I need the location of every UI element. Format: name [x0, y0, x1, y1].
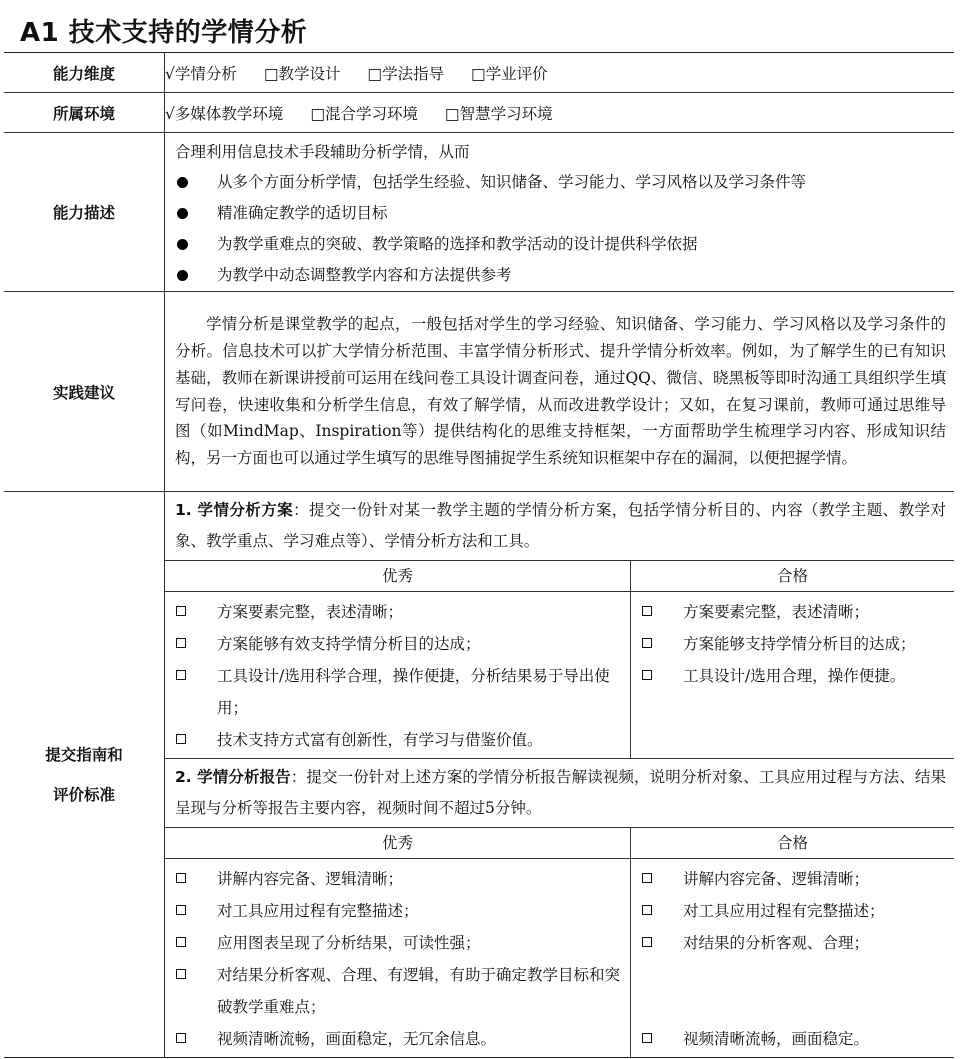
environment-option: √多媒体教学环境	[165, 104, 284, 123]
practice-label: 实践建议	[4, 292, 165, 492]
list-item	[631, 895, 954, 927]
pass-header: 合格	[631, 828, 955, 859]
list-item	[175, 198, 954, 229]
submission-label-line1: 提交指南和	[45, 745, 123, 764]
criterion-text: 工具设计/选用科学合理，操作便捷，分析结果易于导出使用；	[217, 667, 610, 717]
practice-cell	[165, 292, 955, 492]
checkbox-icon	[176, 905, 186, 915]
list-item	[165, 895, 630, 927]
criterion-text: 视频清晰流畅，画面稳定。	[683, 1030, 870, 1048]
environment-label: 所属环境	[4, 93, 165, 133]
bullet-icon	[177, 177, 188, 188]
criterion-text: 讲解内容完备、逻辑清晰；	[217, 870, 404, 888]
description-intro: 合理利用信息技术手段辅助分析学情，从而	[175, 143, 470, 161]
list-item	[175, 260, 954, 291]
bullet-icon	[177, 270, 188, 281]
bullet-text: 为教学重难点的突破、教学策略的选择和教学活动的设计提供科学依据	[217, 235, 698, 253]
criterion-text: 方案能够支持学情分析目的达成；	[683, 635, 916, 653]
bullet-text: 从多个方面分析学情，包括学生经验、知识储备、学习能力、学习风格以及学习条件等	[217, 173, 807, 191]
checkbox-icon	[642, 1033, 652, 1043]
bullet-icon	[177, 208, 188, 219]
criterion-text: 方案要素完整，表述清晰；	[683, 603, 870, 621]
section-2-title: 2. 学情分析报告	[175, 768, 291, 786]
practice-row	[4, 292, 954, 492]
criterion-text: 方案能够有效支持学情分析目的达成；	[217, 635, 481, 653]
criterion-text: 讲解内容完备、逻辑清晰；	[683, 870, 870, 888]
list-item	[175, 167, 954, 198]
criterion-text: 视频清晰流畅，画面稳定，无冗余信息。	[217, 1030, 497, 1048]
list-item	[165, 724, 630, 756]
excellent-header: 优秀	[165, 828, 631, 859]
checkbox-icon	[176, 734, 186, 744]
list-item	[165, 628, 630, 660]
pass-column	[631, 592, 955, 759]
section-2-criteria	[165, 828, 954, 1057]
list-item	[631, 628, 954, 660]
environment-option: □智慧学习环境	[444, 104, 553, 123]
checkbox-icon	[642, 638, 652, 648]
criterion-text: 方案要素完整，表述清晰；	[217, 603, 404, 621]
section-1-title: 1. 学情分析方案	[175, 501, 294, 519]
submission-cell	[165, 492, 955, 1058]
bullet-icon	[177, 239, 188, 250]
checkbox-icon	[176, 638, 186, 648]
checkbox-icon	[642, 873, 652, 883]
list-item	[631, 927, 954, 959]
list-item	[165, 863, 630, 895]
submission-row	[4, 492, 954, 1058]
excellent-column	[165, 859, 631, 1058]
criterion-text: 对工具应用过程有完整描述；	[217, 902, 419, 920]
list-item	[165, 927, 630, 959]
description-cell	[165, 133, 955, 292]
criterion-text: 对工具应用过程有完整描述；	[683, 902, 885, 920]
list-item	[175, 229, 954, 260]
checkbox-icon	[642, 937, 652, 947]
checkbox-icon	[176, 873, 186, 883]
description-label: 能力描述	[4, 133, 165, 292]
checkbox-icon	[176, 937, 186, 947]
description-bullets	[165, 167, 954, 291]
section-2-header	[165, 758, 954, 828]
list-item	[631, 1023, 954, 1055]
environment-option: □混合学习环境	[310, 104, 418, 123]
section-1-text: ：提交一份针对某一教学主题的学情分析方案，包括学情分析目的、内容（教学主题、教学对象、教学重点、学习难点等）、学情分析方法和工具。	[175, 501, 946, 550]
page-title: A1 技术支持的学情分析	[20, 18, 308, 48]
list-item	[165, 660, 630, 724]
description-row	[4, 133, 954, 292]
competency-table	[4, 52, 954, 1058]
environment-options	[165, 93, 955, 133]
pass-header: 合格	[631, 561, 955, 592]
submission-label	[4, 492, 165, 1058]
excellent-header: 优秀	[165, 561, 631, 592]
checkbox-icon	[176, 670, 186, 680]
section-1-criteria	[165, 561, 954, 758]
section-2-text: ：提交一份针对上述方案的学情分析报告解读视频，说明分析对象、工具应用过程与方法、结果呈现与分析等报告主要内容，视频时间不超过5分钟。	[175, 768, 946, 817]
environment-row	[4, 93, 954, 133]
bullet-text: 为教学中动态调整教学内容和方法提供参考	[217, 266, 512, 284]
dimension-option: □学法指导	[367, 64, 445, 83]
list-item	[631, 863, 954, 895]
dimension-option: √学情分析	[165, 64, 237, 83]
bullet-text: 精准确定教学的适切目标	[217, 204, 388, 222]
checkbox-icon	[642, 606, 652, 616]
excellent-column	[165, 592, 631, 759]
list-item	[165, 596, 630, 628]
dimension-row	[4, 53, 954, 93]
practice-text: 学情分析是课堂教学的起点，一般包括对学生的学习经验、知识储备、学习能力、学习风格以及学习条件的分析。信息技术可以扩大学情分析范围、丰富学情分析形式、提升学情分析效率。例如，为了解学生的已有知识基础，教师在新课讲授前可运用在线问卷工具设计调查问卷，通过QQ、微信、晓黑板等即时沟通工具组织学生填写问卷，快速收集和分析学生信息，有效了解学情，从而改进教学设计；又如，在复习课前，教师可通过思维导图（如MindMap、Inspiration等）提供结构化的思维支持框架，一方面帮助学生梳理学习内容、形成知识结构，另一方面也可以通过学生填写的思维导图捕捉学生系统知识框架中存在的漏洞，以便把握学情。	[175, 315, 946, 468]
checkbox-icon	[642, 670, 652, 680]
list-item	[631, 596, 954, 628]
list-item	[165, 1023, 630, 1055]
checkbox-icon	[176, 969, 186, 979]
section-1-header	[165, 492, 954, 561]
checkbox-icon	[176, 1033, 186, 1043]
checkbox-icon	[642, 905, 652, 915]
list-item	[165, 959, 630, 1023]
dimension-option: □学业评价	[471, 64, 548, 83]
criterion-text: 工具设计/选用合理，操作便捷。	[683, 667, 906, 685]
list-item	[631, 660, 954, 692]
criterion-text: 对结果的分析客观、合理；	[683, 934, 870, 952]
submission-label-line2: 评价标准	[52, 785, 115, 804]
criterion-text: 技术支持方式富有创新性，有学习与借鉴价值。	[217, 731, 543, 749]
checkbox-icon	[176, 606, 186, 616]
criterion-text: 对结果分析客观、合理、有逻辑，有助于确定教学目标和突破教学重难点；	[217, 966, 621, 1016]
pass-column	[631, 859, 955, 1058]
criterion-text: 应用图表呈现了分析结果，可读性强；	[217, 934, 481, 952]
dimension-option: □教学设计	[263, 64, 341, 83]
dimension-options	[165, 53, 955, 93]
dimension-label: 能力维度	[4, 53, 165, 93]
